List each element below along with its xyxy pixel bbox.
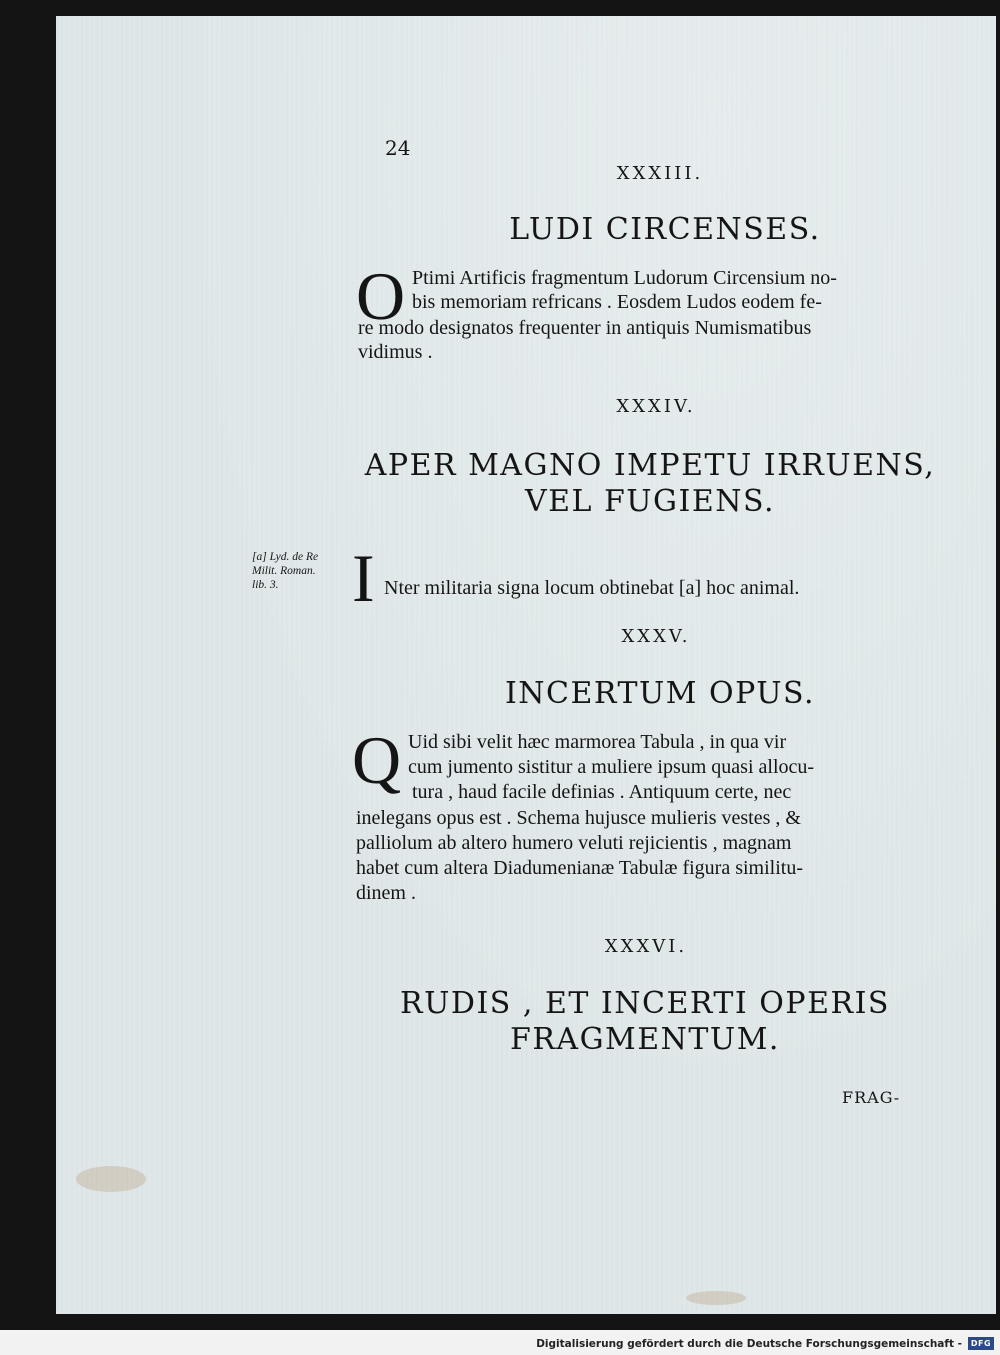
paragraph-line: Ptimi Artificis fragmentum Ludorum Circensium no-	[412, 267, 837, 289]
paragraph-line: re modo designatos frequenter in antiquis Numismatibus	[358, 317, 812, 339]
paragraph-line: palliolum ab altero humero veluti rejicientis , magnam	[356, 832, 792, 854]
section-title: RUDIS , ET INCERTI OPERIS	[400, 986, 890, 1021]
margin-note-line: [a] Lyd. de Re	[252, 551, 319, 563]
margin-note	[252, 550, 348, 592]
paragraph-line: dinem .	[356, 882, 416, 904]
drop-capital: I	[352, 540, 375, 616]
paragraph-line: habet cum altera Diadumenianæ Tabulæ figura similitu-	[356, 857, 804, 879]
foxing-stain	[686, 1291, 746, 1305]
catchword: FRAG-	[842, 1088, 901, 1107]
drop-capital: Q	[352, 722, 402, 798]
section-title: VEL FUGIENS.	[524, 484, 776, 519]
paragraph-line: Nter militaria signa locum obtinebat [a] hoc animal.	[384, 577, 800, 599]
drop-capital: O	[356, 258, 406, 334]
margin-note-line: lib. 3.	[252, 579, 279, 591]
paragraph-line: Uid sibi velit hæc marmorea Tabula , in qua vir	[408, 731, 787, 753]
book-page	[56, 16, 996, 1314]
section-title: LUDI CIRCENSES.	[509, 212, 821, 247]
page-number: 24	[385, 136, 411, 160]
paragraph-line: tura , haud facile definias . Antiquum certe, nec	[412, 781, 792, 803]
margin-note-line: Milit. Roman.	[252, 565, 316, 577]
paragraph-line: cum jumento sistitur a muliere ipsum quasi allocu-	[408, 756, 815, 778]
section-numeral: XXXVI.	[604, 936, 688, 957]
paragraph-line: bis memoriam refricans . Eosdem Ludos eodem fe-	[412, 291, 822, 313]
paragraph-line: vidimus .	[358, 341, 433, 363]
foxing-stain	[76, 1166, 146, 1192]
section-title: INCERTUM OPUS.	[504, 676, 816, 711]
dfg-logo-icon: DFG	[968, 1337, 994, 1350]
section-numeral: XXXIV.	[616, 396, 696, 417]
section-title: APER MAGNO IMPETU IRRUENS,	[364, 448, 936, 483]
section-numeral: XXXIII.	[616, 163, 704, 184]
section-numeral: XXXV.	[621, 626, 691, 647]
paragraph-line: inelegans opus est . Schema hujusce mulieris vestes , &	[356, 807, 801, 829]
footer-credit: Digitalisierung gefördert durch die Deutsche Forschungsgemeinschaft -	[536, 1338, 962, 1350]
section-title: FRAGMENTUM.	[510, 1022, 780, 1057]
